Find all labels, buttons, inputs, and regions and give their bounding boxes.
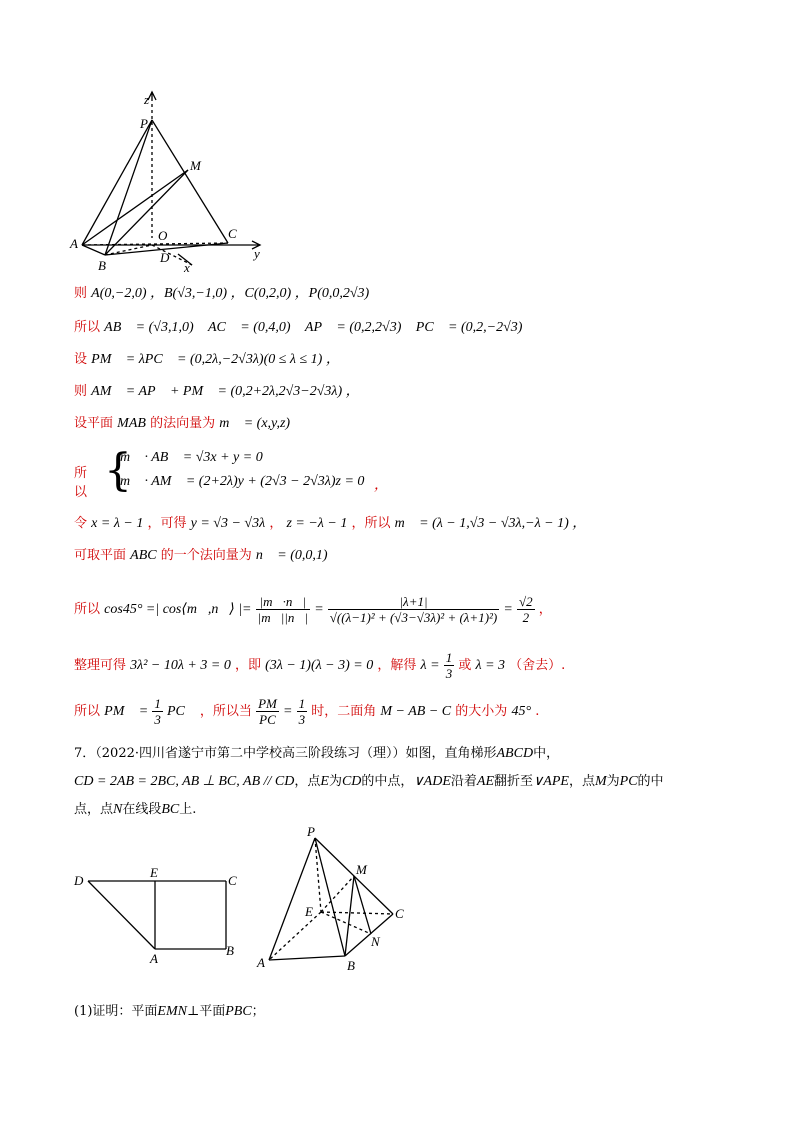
line5-plane: MAB bbox=[117, 416, 146, 431]
q1-a: (1)证明：平面 bbox=[74, 1004, 158, 1019]
p7-l2-n: 为 bbox=[606, 774, 620, 789]
p7-l2-f: 的中点， bbox=[361, 774, 414, 789]
problem7-line1 bbox=[74, 744, 559, 764]
line10-mid1: ，即 bbox=[234, 658, 261, 673]
line2-prefix: 所以 bbox=[74, 320, 101, 335]
solution-line-1 bbox=[74, 284, 369, 304]
solution-line-4 bbox=[74, 382, 360, 402]
p7-l2-k: ∨APE bbox=[533, 774, 569, 789]
line7-e1: x = λ − 1 bbox=[91, 516, 144, 531]
line11-mid3: 的大小为 bbox=[455, 704, 508, 719]
fig1-label-p: P bbox=[140, 116, 148, 131]
fig3-label-e: E bbox=[305, 904, 313, 919]
line8-expr: n⃗ = (0,0,1) ， bbox=[255, 548, 342, 563]
solution-line-11 bbox=[74, 694, 539, 730]
line11-e1b: PC⃗ bbox=[167, 704, 196, 719]
line11-e3: 45° bbox=[511, 704, 532, 719]
p7-l2-m: M bbox=[594, 774, 607, 789]
q1-c: ⊥平面 bbox=[186, 1004, 226, 1019]
line3-prefix: 设 bbox=[74, 352, 88, 367]
problem7-line2 bbox=[74, 772, 664, 792]
fig2-label-d: D bbox=[74, 873, 84, 888]
line4-expr: AM⃗ = AP⃗ + PM⃗ = (0,2+2λ,2√3−2√3λ) ， bbox=[91, 384, 360, 399]
solution-line-7 bbox=[74, 514, 586, 534]
solution-line-8 bbox=[74, 546, 342, 566]
fig1-label-z: z bbox=[144, 92, 150, 107]
line11-e1: PM⃗ = bbox=[104, 704, 149, 719]
fig3-label-n: N bbox=[371, 934, 380, 949]
fig2-label-e: E bbox=[150, 865, 158, 880]
p7-l1-abcd: ABCD bbox=[496, 746, 534, 761]
line10-mid2: ，解得 bbox=[377, 658, 417, 673]
line10-e1: 3λ² − 10λ + 3 = 0 bbox=[130, 658, 231, 673]
line11-frac1: $\frac{1}{3}$ bbox=[154, 696, 161, 727]
line7-prefix: 令 bbox=[74, 516, 88, 531]
line9-tail: ， bbox=[538, 602, 552, 617]
p7-l2-d: 为 bbox=[328, 774, 342, 789]
p7-l2-c: E bbox=[320, 774, 329, 789]
p7-l3-b: N bbox=[113, 802, 123, 817]
p7-l2-i: AE bbox=[476, 774, 495, 789]
system-brace: { bbox=[104, 445, 132, 496]
line7-e2: y = √3 − √3λ bbox=[190, 516, 266, 531]
p7-l1-tail: 中， bbox=[533, 746, 560, 761]
line11-e2: M − AB − C bbox=[380, 704, 452, 719]
fig2-label-c: C bbox=[228, 873, 237, 888]
solution-line-9 bbox=[74, 590, 552, 630]
fig1-label-b: B bbox=[98, 258, 106, 273]
line8-mid: 的一个法向量为 bbox=[160, 548, 252, 563]
folded-pyramid-figure bbox=[255, 822, 415, 977]
line11-prefix: 所以 bbox=[74, 704, 101, 719]
fig3-label-p: P bbox=[307, 824, 315, 839]
line10-e3a: λ = bbox=[420, 658, 440, 673]
p7-l2-cond: CD = 2AB = 2BC, AB ⊥ BC, AB // CD bbox=[74, 774, 295, 789]
fig1-label-d: D bbox=[160, 250, 170, 265]
line5-prefix: 设平面 bbox=[74, 416, 114, 431]
line9-eq2: = bbox=[503, 602, 513, 617]
p7-l2-l: ，点 bbox=[568, 774, 595, 789]
line1-expr: A(0,−2,0) ，B(√3,−1,0) ，C(0,2,0) ，P(0,0,2√3) bbox=[91, 286, 370, 301]
fig3-label-a: A bbox=[257, 955, 265, 970]
fig1-label-y: y bbox=[254, 246, 260, 261]
fig3-label-c: C bbox=[395, 906, 404, 921]
line8-prefix: 可取平面 bbox=[74, 548, 127, 563]
line5-expr: m⃗ = (x,y,z) ， bbox=[219, 416, 305, 431]
fig1-label-c: C bbox=[228, 226, 237, 241]
line10-frac: $\frac{1}{3}$ bbox=[445, 650, 453, 681]
solution-line-10 bbox=[74, 648, 565, 684]
line9-frac2: $\frac{|\lambda+1|}{\text{√((λ−1)² + (√3−√3λ)² + (λ+1)²)}}$ bbox=[329, 594, 498, 625]
line6-prefix: 所以 bbox=[74, 466, 88, 500]
line9-lhs: cos45° =| cos⟨m⃗,n⃗⟩ |= bbox=[104, 602, 252, 617]
line5-mid: 的法向量为 bbox=[150, 416, 216, 431]
line9-prefix: 所以 bbox=[74, 602, 101, 617]
line11-tail: . bbox=[535, 704, 540, 719]
line10-tail: （舍去）. bbox=[509, 658, 566, 673]
problem7-line3 bbox=[74, 800, 196, 820]
line9-frac1: $\frac{|m⃗\cdot n⃗|}{|m⃗||n⃗|}$ bbox=[257, 594, 309, 625]
line1-prefix: 则 bbox=[74, 286, 88, 301]
problem7-question1 bbox=[74, 1002, 265, 1022]
fig1-label-m: M bbox=[190, 158, 201, 173]
line7-e3: z = −λ − 1 bbox=[286, 516, 348, 531]
p7-l3-e: 上. bbox=[179, 802, 197, 817]
p7-l1-text: 7．（2022·四川省遂宁市第二中学校高三阶段练习（理））如图，直角梯形 bbox=[74, 746, 497, 761]
p7-l2-e: CD bbox=[341, 774, 362, 789]
p7-l3-d: BC bbox=[161, 802, 180, 817]
p7-l2-p: 的中 bbox=[637, 774, 664, 789]
p7-l3-c: 在线段 bbox=[122, 802, 162, 817]
pyramid-axes-figure bbox=[60, 90, 280, 280]
q1-d: PBC bbox=[225, 1004, 252, 1019]
line11-mid1: ，所以当 bbox=[199, 704, 252, 719]
fig3-label-b: B bbox=[347, 958, 355, 973]
line4-prefix: 则 bbox=[74, 384, 88, 399]
line11-frac3: $\frac{1}{3}$ bbox=[298, 696, 306, 727]
line8-plane: ABC bbox=[130, 548, 157, 563]
q1-b: EMN bbox=[157, 1004, 187, 1019]
fig1-label-a: A bbox=[70, 236, 78, 251]
line3-expr: PM⃗ = λPC⃗ = (0,2λ,−2√3λ)(0 ≤ λ ≤ 1) ， bbox=[91, 352, 340, 367]
fig1-label-x: x bbox=[184, 260, 190, 275]
line7-mid2: ，所以 bbox=[351, 516, 391, 531]
line11-eq: = bbox=[283, 704, 293, 719]
line10-or: 或 bbox=[458, 658, 472, 673]
fig2-label-b: B bbox=[226, 943, 234, 958]
p7-l2-h: 沿着 bbox=[450, 774, 477, 789]
fig2-label-a: A bbox=[150, 951, 158, 966]
line6-eq2: m⃗ · AM⃗ = (2+2λ)y + (2√3 − 2√3λ)z = 0 bbox=[120, 474, 365, 489]
line10-e4: λ = 3 bbox=[475, 658, 506, 673]
fig1-label-o: O bbox=[158, 228, 168, 243]
line11-mid2: 时，二面角 bbox=[311, 704, 377, 719]
line7-mid1: ，可得 bbox=[147, 516, 187, 531]
line11-frac2: $\frac{PM}{PC}$ bbox=[258, 696, 277, 727]
p7-l2-o: PC bbox=[619, 774, 638, 789]
line10-e2: (3λ − 1)(λ − 3) = 0 bbox=[265, 658, 374, 673]
q1-e: ； bbox=[251, 1004, 265, 1019]
line7-sep: ， bbox=[269, 516, 283, 531]
line6-tail: ， bbox=[374, 478, 388, 493]
solution-line-3 bbox=[74, 350, 340, 370]
line2-expr: AB⃗ = (√3,1,0) ，AC⃗ = (0,4,0) ，AP⃗ = (0,2,2√3) ，PC⃗ = (0,2,−2√3) ， bbox=[104, 320, 537, 335]
line9-eq: = bbox=[314, 602, 324, 617]
line7-e4: m⃗ = (λ − 1,√3 − √3λ,−λ − 1) ， bbox=[394, 516, 587, 531]
trapezoid-figure bbox=[68, 865, 248, 975]
p7-l2-g: ∨ADE bbox=[413, 774, 451, 789]
line6-eq1: m⃗ · AB⃗ = √3x + y = 0 bbox=[120, 450, 263, 465]
p7-l2-j: 翻折至 bbox=[494, 774, 534, 789]
line9-frac3: $\frac{√2}{2}$ bbox=[519, 594, 533, 625]
line10-prefix: 整理可得 bbox=[74, 658, 127, 673]
fig3-label-m: M bbox=[356, 862, 367, 877]
p7-l3-a: 点，点 bbox=[74, 802, 114, 817]
solution-line-2 bbox=[74, 318, 537, 338]
solution-line-5 bbox=[74, 414, 304, 434]
p7-l2-b: ，点 bbox=[294, 774, 321, 789]
